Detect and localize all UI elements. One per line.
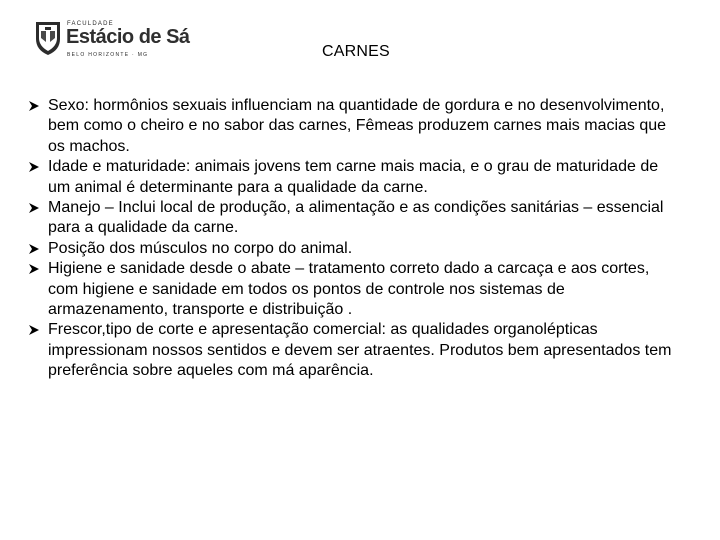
list-item bbox=[28, 96, 680, 157]
list-item bbox=[28, 320, 680, 381]
arrowhead-bullet-icon bbox=[28, 202, 40, 214]
arrowhead-bullet-icon bbox=[28, 263, 40, 275]
estacio-de-sa-logo bbox=[33, 17, 190, 65]
logo-name-text: Estácio de Sá bbox=[66, 26, 190, 48]
list-item bbox=[28, 259, 680, 320]
bullet-text: Idade e maturidade: animais jovens tem carne mais macia, e o grau de maturidade de um animal é determinante para a qualidade da carne. bbox=[48, 158, 659, 196]
bullet-text: Sexo: hormônios sexuais influenciam na quantidade de gordura e no desenvolvimento, bem como o cheiro e no sabor das carnes, Fêmeas produzem carnes mais macias que os machos. bbox=[48, 97, 667, 155]
bullet-text: Higiene e sanidade desde o abate – tratamento correto dado a carcaça e aos cortes, com higiene e sanidade em todos os pontos de controle nos sistemas de armazenamento, transporte e distribuição . bbox=[48, 260, 650, 319]
bullet-list bbox=[28, 96, 680, 382]
list-item bbox=[28, 198, 680, 239]
list-item bbox=[28, 239, 680, 259]
arrowhead-bullet-icon bbox=[28, 324, 40, 336]
bullet-text: Frescor,tipo de corte e apresentação comercial: as qualidades organolépticas impressionam nossos sentidos e devem ser atraentes. Produtos bem apresentados tem preferência sobre aqueles com má aparência. bbox=[48, 321, 672, 380]
list-item bbox=[28, 157, 680, 198]
logo-city-text: BELO HORIZONTE · MG bbox=[67, 52, 149, 58]
logo-shield-icon bbox=[33, 17, 63, 57]
bullet-text: Posição dos músculos no corpo do animal. bbox=[48, 239, 353, 257]
logo-faculdade-text: FACULDADE bbox=[67, 21, 114, 27]
arrowhead-bullet-icon bbox=[28, 243, 40, 255]
bullet-text: Manejo – Inclui local de produção, a alimentação e as condições sanitárias – essencial para a qualidade da carne. bbox=[48, 199, 664, 237]
arrowhead-bullet-icon bbox=[28, 161, 40, 173]
page-title: CARNES bbox=[322, 43, 390, 60]
arrowhead-bullet-icon bbox=[28, 100, 40, 112]
